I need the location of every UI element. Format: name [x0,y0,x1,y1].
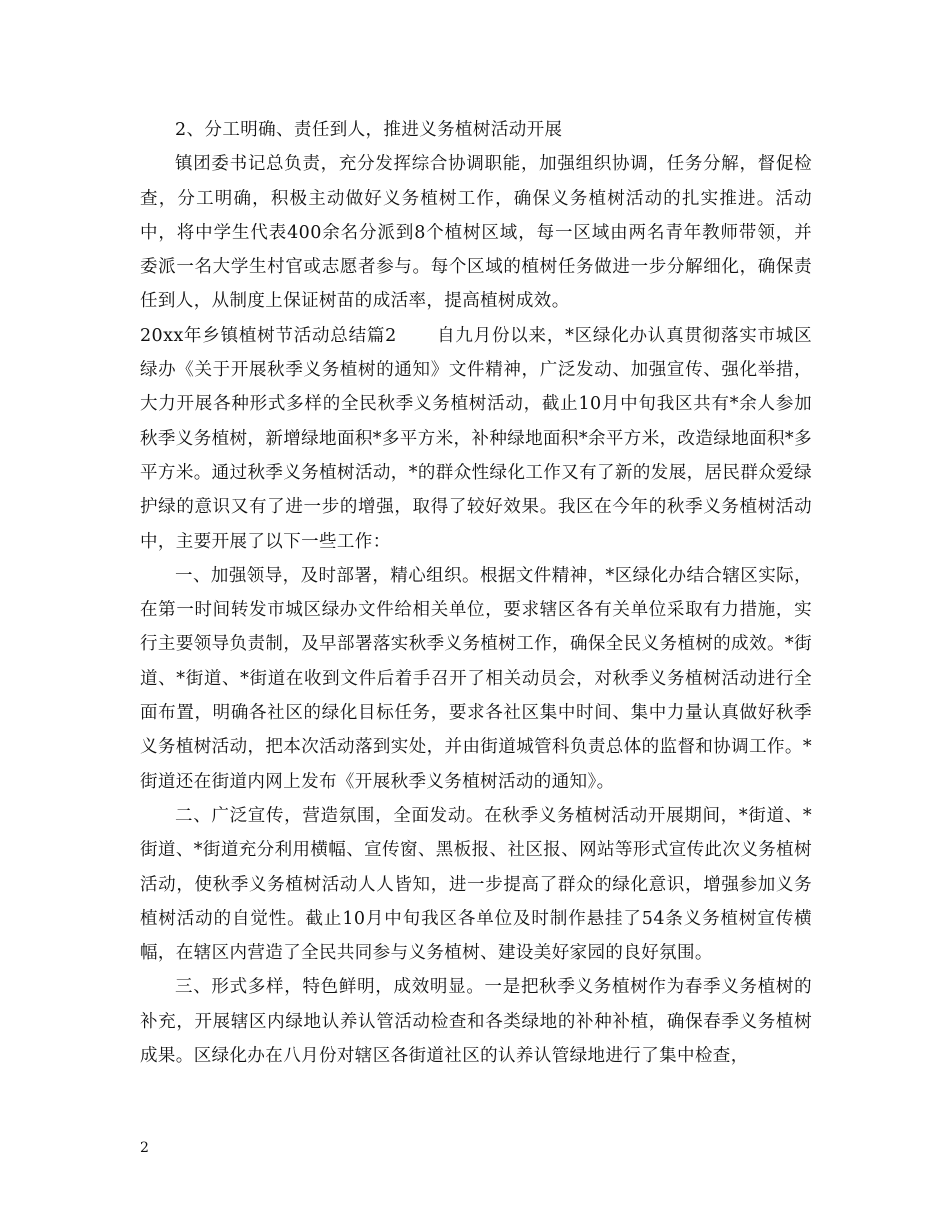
section-title: 20xx年乡镇植树节活动总结篇2 [140,325,397,346]
document-body [140,113,812,1073]
paragraph-task-division: 镇团委书记总负责，充分发挥综合协调职能，加强组织协调，任务分解，督促检查，分工明确，积极主动做好义务植树工作，确保义务植树活动的扎实推进。活动中，将中学生代表400余名分派到8个植树区域，每一区域由两名青年教师带领，并委派一名大学生村官或志愿者参与。每个区域的植树任务做进一步分解细化，确保责任到人，从制度上保证树苗的成活率，提高植树成效。 [140,154,812,312]
paragraph-intro: 自九月份以来，*区绿化办认真贯彻落实市城区绿办《关于开展秋季义务植树的通知》文件精神，广泛发动、加强宣传、强化举措，大力开展各种形式多样的全民秋季义务植树活动，截止10月中旬我区共有*余人参加秋季义务植树，新增绿地面积*多平方米，补种绿地面积*余平方米，改造绿地面积*多平方米。通过秋季义务植树活动，*的群众性绿化工作又有了新的发展，居民群众爱绿护绿的意识又有了进一步的增强，取得了较好效果。我区在今年的秋季义务植树活动中，主要开展了以下一些工作： [140,325,812,552]
paragraph-publicity: 二、广泛宣传，营造氛围，全面发动。在秋季义务植树活动开展期间，*街道、*街道、*街道充分利用横幅、宣传窗、黑板报、社区报、网站等形式宣传此次义务植树活动，使秋季义务植树活动人人皆知，进一步提高了群众的绿化意识，增强参加义务植树活动的自觉性。截止10月中旬我区各单位及时制作悬挂了54条义务植树宣传横幅，在辖区内营造了全民共同参与义务植树、建设美好家园的良好氛围。 [140,805,812,964]
paragraph-forms: 三、形式多样，特色鲜明，成效明显。一是把秋季义务植树作为春季义务植树的补充，开展辖区内绿地认养认管活动检查和各类绿地的补种补植，确保春季义务植树成果。区绿化办在八月份对辖区各街道社区的认养认管绿地进行了集中检查， [140,977,812,1067]
page-number: 2 [140,1140,149,1156]
section-paragraph [140,319,812,559]
paragraph-leadership: 一、加强领导，及时部署，精心组织。根据文件精神，*区绿化办结合辖区实际，在第一时间转发市城区绿办文件给相关单位，要求辖区各有关单位采取有力措施，实行主要领导负责制，及早部署落实秋季义务植树工作，确保全民义务植树的成效。*街道、*街道、*街道在收到文件后着手召开了相关动员会，对秋季义务植树活动进行全面布置，明确各社区的绿化目标任务，要求各社区集中时间、集中力量认真做好秋季义务植树活动，把本次活动落到实处，并由街道城管科负责总体的监督和协调工作。*街道还在街道内网上发布《开展秋季义务植树活动的通知》。 [140,565,812,792]
subheading: 2、分工明确、责任到人，推进义务植树活动开展 [175,120,563,140]
